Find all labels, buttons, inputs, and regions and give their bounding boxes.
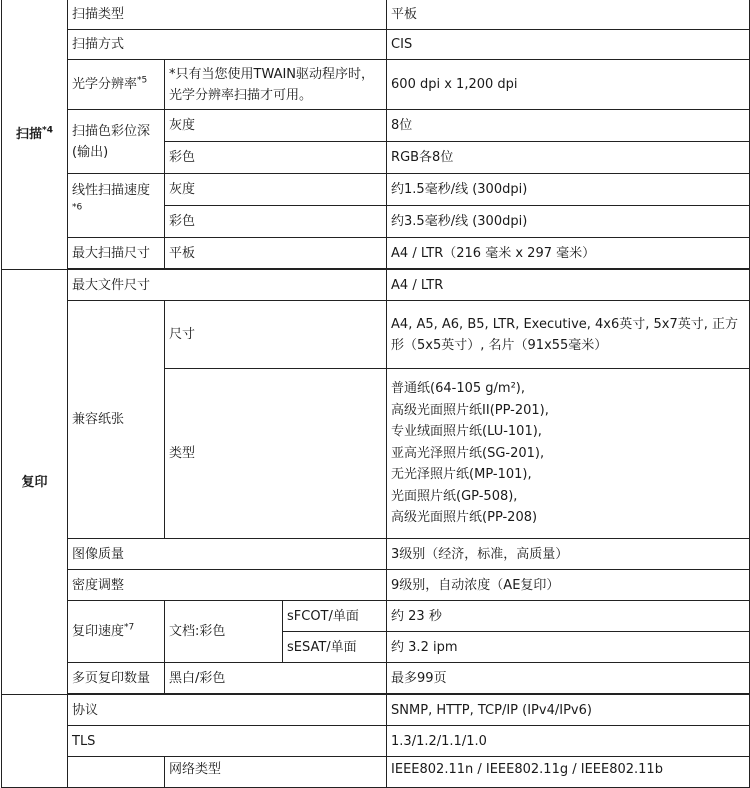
row-value: 约 3.2 ipm [387, 632, 750, 663]
row-sublabel: 彩色 [165, 206, 387, 238]
row-label: 扫描类型 [68, 0, 387, 30]
row-sublabel: 平板 [165, 238, 387, 269]
table-row [2, 174, 750, 206]
table-row [2, 726, 750, 757]
row-value: 约1.5毫秒/线 (300dpi) [387, 174, 750, 206]
table-row [2, 270, 750, 301]
table-row [2, 60, 750, 110]
row-sublabel: 文档:彩色 [165, 601, 283, 663]
row-value: 约 23 秒 [387, 601, 750, 632]
list-item: 高级光面照片纸(PP-208) [391, 510, 538, 526]
row-label: 多页复印数量 [68, 663, 165, 694]
row-value: CIS [387, 30, 750, 60]
row-sublabel: 彩色 [165, 142, 387, 174]
row-sublabel: 尺寸 [165, 301, 387, 369]
row-label-text: 复印速度 [72, 624, 125, 639]
list-item: 普通纸(64-105 g/m²), [391, 381, 525, 397]
row-label: 兼容纸张 [68, 301, 165, 539]
row-value: A4 / LTR（216 毫米 x 297 毫米） [387, 238, 750, 269]
category-copy: 复印 [2, 270, 68, 695]
spec-table [1, 0, 750, 788]
row-value: 1.3/1.2/1.1/1.0 [387, 726, 750, 757]
row-value: 9级别，自动浓度（AE复印） [387, 570, 750, 601]
row-sublabel: 类型 [165, 369, 387, 539]
row-value: A4, A5, A6, B5, LTR, Executive, 4x6英寸, 5x7英寸, 正方形（5x5英寸）, 名片（91x55毫米） [387, 301, 750, 369]
list-item: 光面照片纸(GP-508), [391, 488, 518, 504]
row-value: 3级别（经济，标准，高质量） [387, 539, 750, 570]
row-label-text: 光学分辨率 [72, 77, 138, 92]
row-sublabel: 灰度 [165, 174, 387, 206]
table-row [2, 539, 750, 570]
table-row [2, 663, 750, 694]
row-value: SNMP, HTTP, TCP/IP (IPv4/IPv6) [387, 695, 750, 726]
category-label: 扫描 [16, 126, 43, 142]
row-label [68, 60, 165, 110]
category-network [2, 695, 68, 788]
row-label: TLS [68, 726, 387, 757]
row-label: 密度调整 [68, 570, 387, 601]
table-row [2, 0, 750, 30]
list-item: 无光泽照片纸(MP-101), [391, 467, 532, 483]
category-scan [2, 0, 68, 270]
row-sublabel: 黑白/彩色 [165, 663, 387, 694]
row-label: 扫描色彩位深(输出) [68, 110, 165, 174]
row-value: A4 / LTR [387, 270, 750, 301]
list-item: 亚高光泽照片纸(SG-201), [391, 445, 545, 461]
row-sublabel: 灰度 [165, 110, 387, 142]
row-label [68, 601, 165, 663]
row-label: 最大文件尺寸 [68, 270, 387, 301]
row-label: 扫描方式 [68, 30, 387, 60]
list-item: 专业绒面照片纸(LU-101), [391, 424, 542, 440]
row-value: 600 dpi x 1,200 dpi [387, 60, 750, 110]
row-sublabel: sESAT/单面 [283, 632, 387, 663]
table-row [2, 110, 750, 142]
footnote-mark: *6 [72, 202, 83, 213]
row-value: 8位 [387, 110, 750, 142]
row-sublabel: 网络类型 [165, 757, 387, 788]
row-value: RGB各8位 [387, 142, 750, 174]
table-row [2, 301, 750, 369]
table-row [2, 695, 750, 726]
row-label: 协议 [68, 695, 387, 726]
paper-type-list [387, 369, 750, 539]
row-label [68, 174, 165, 238]
row-value: 平板 [387, 0, 750, 30]
row-value: 约3.5毫秒/线 (300dpi) [387, 206, 750, 238]
table-row [2, 601, 750, 632]
row-label: 图像质量 [68, 539, 387, 570]
footnote-mark: *4 [42, 125, 53, 136]
footnote-mark: *7 [124, 622, 135, 633]
table-row [2, 30, 750, 60]
row-value: IEEE802.11n / IEEE802.11g / IEEE802.11b [387, 757, 750, 788]
table-row [2, 238, 750, 269]
row-label: 最大扫描尺寸 [68, 238, 165, 269]
footnote-mark: *5 [137, 75, 148, 86]
row-value: 最多99页 [387, 663, 750, 694]
list-item: 高级光面照片纸II(PP-201), [391, 402, 549, 418]
row-label-text: 线性扫描速度 [72, 183, 151, 198]
table-row [2, 757, 750, 788]
row-sublabel: sFCOT/单面 [283, 601, 387, 632]
table-row [2, 570, 750, 601]
row-note: *只有当您使用TWAIN驱动程序时，光学分辨率扫描才可用。 [165, 60, 387, 110]
row-label [68, 757, 165, 788]
